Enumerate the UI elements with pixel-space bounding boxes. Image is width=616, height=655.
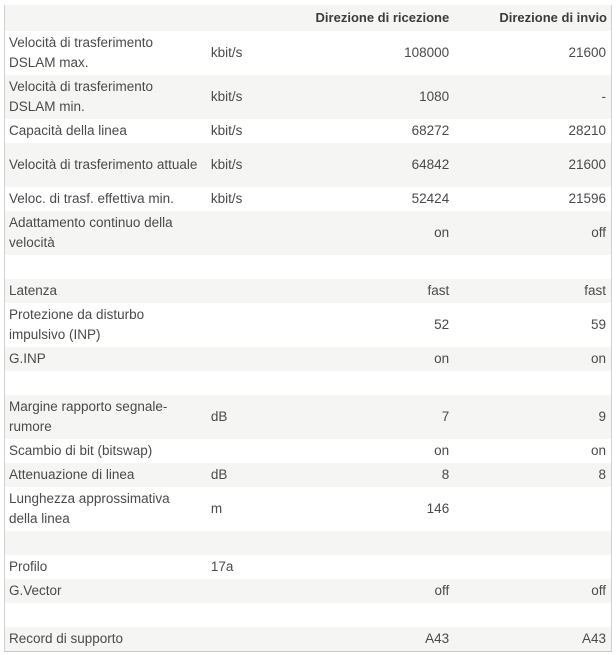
row-unit [203,279,293,303]
row-unit: kbit/s [210,191,243,206]
row-support-record [5,627,612,652]
row-label: Protezione da disturbo impulsivo (INP) [9,307,145,342]
row-approximate-line-length [5,487,612,531]
row-unit [203,627,293,652]
row-label: Velocità di trasferimento DSLAM min. [9,79,154,114]
row-send-value [453,371,611,395]
row-label: Velocità di trasferimento DSLAM max. [9,35,154,70]
row-seamless-rate-adaptation [5,211,612,255]
row-line-attenuation [5,463,612,487]
row-unit: m [210,501,223,516]
row-unit [203,211,293,255]
row-receive-value [293,603,453,627]
row-send-value: fast [584,283,606,298]
row-unit [203,371,293,395]
header-label [5,5,203,31]
row-receive-value: 52 [434,317,450,332]
row-receive-value: A43 [425,631,450,646]
row-impulse-noise-protection [5,303,612,347]
row-unit [203,347,293,371]
row-send-value: on [590,351,606,366]
row-send-value: 9 [598,409,606,424]
row-label: Capacità della linea [9,123,127,138]
row-send-value [453,255,611,279]
row-send-value: 21600 [568,157,606,172]
row-send-value: 21600 [568,45,606,60]
row-label: Profilo [9,559,48,574]
row-label: G.Vector [9,583,62,598]
row-unit [203,439,293,463]
row-unit: kbit/s [210,157,243,172]
row-unit: dB [210,409,228,424]
row-receive-value [293,555,453,579]
row-send-value: 59 [590,317,606,332]
row-send-value: - [601,89,606,104]
row-receive-value: on [434,225,450,240]
row-send-value: 8 [598,467,606,482]
spacer-row [5,603,612,627]
row-send-value [453,531,611,555]
row-profile [5,555,612,579]
row-receive-value [293,531,453,555]
row-unit [203,603,293,627]
row-g-inp [5,347,612,371]
row-label: Veloc. di trasf. effettiva min. [9,191,174,206]
row-receive-value: 64842 [411,157,450,172]
header-unit [203,5,293,31]
row-unit: kbit/s [210,123,243,138]
row-unit: kbit/s [210,45,243,60]
row-dslam-min-rate [5,75,612,119]
row-receive-value: on [434,443,450,458]
dsl-information-table [4,5,612,652]
row-label: Adattamento continuo della velocità [9,215,173,250]
row-snr-margin [5,395,612,439]
row-send-value: off [591,225,606,240]
spacer-row [5,371,612,395]
row-receive-value: 52424 [411,191,450,206]
row-label: Attenuazione di linea [9,467,135,482]
row-send-value: 28210 [568,123,606,138]
row-label [5,531,203,555]
row-unit [203,531,293,555]
row-dslam-max-rate [5,31,612,75]
row-label [5,255,203,279]
spacer-row [5,531,612,555]
row-receive-value: on [434,351,450,366]
row-label: Lunghezza approssimativa della linea [9,491,170,526]
row-send-value: 21596 [568,191,606,206]
row-label: Latenza [9,283,58,298]
row-send-value: off [591,583,606,598]
row-receive-value: 8 [441,467,450,482]
row-bitswap [5,439,612,463]
row-effective-min-rate [5,187,612,211]
row-receive-value: 108000 [404,45,450,60]
row-receive-value: 7 [441,409,450,424]
row-label: Record di supporto [9,631,124,646]
row-current-rate [5,143,612,187]
row-receive-value: fast [427,283,450,298]
row-receive-value: 1080 [419,89,450,104]
row-receive-value [293,255,453,279]
row-send-value: on [590,443,606,458]
row-receive-value: 146 [426,501,450,516]
row-receive-value: off [434,583,450,598]
row-line-capacity [5,119,612,143]
row-label: Scambio di bit (bitswap) [9,443,153,458]
row-send-value [453,603,611,627]
row-label [5,371,203,395]
row-latency [5,279,612,303]
row-unit [203,255,293,279]
row-send-value: A43 [581,631,606,646]
row-unit: dB [210,467,228,482]
row-unit [203,303,293,347]
table-header-row [5,5,612,31]
row-label: Margine rapporto segnale-rumore [9,399,168,434]
row-unit: 17a [210,559,234,574]
header-send-direction: Direzione di invio [453,5,611,31]
row-send-value [453,555,611,579]
row-receive-value: 68272 [411,123,450,138]
row-receive-value [293,371,453,395]
header-receive-direction: Direzione di ricezione [293,5,453,31]
row-label: Velocità di trasferimento attuale [9,157,198,172]
row-label [5,603,203,627]
row-send-value [453,487,611,531]
row-unit [203,579,293,603]
row-g-vector [5,579,612,603]
spacer-row [5,255,612,279]
row-unit: kbit/s [210,89,243,104]
row-label: G.INP [9,351,46,366]
